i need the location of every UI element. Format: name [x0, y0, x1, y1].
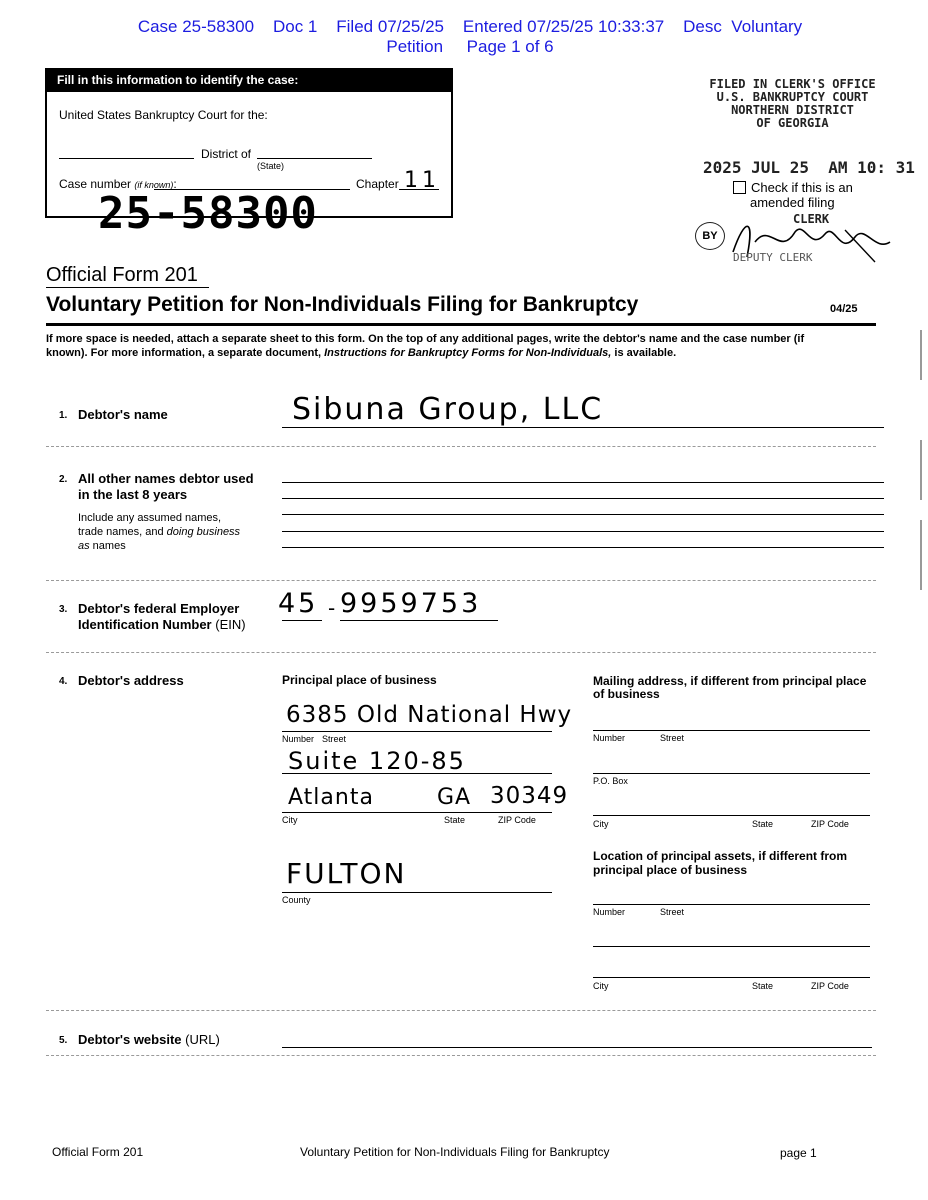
chapter-blank	[399, 189, 439, 190]
mailing-street-label: Street	[660, 733, 685, 743]
other-names-field-3[interactable]	[282, 514, 884, 515]
principal-zip-label: ZIP Code	[498, 815, 536, 825]
amended-filing-label: amended filing	[750, 195, 835, 210]
stamp-line-2: U.S. BANKRUPTCY COURT	[716, 90, 869, 104]
assets-header-line-1: Location of principal assets, if different from	[593, 849, 848, 863]
q2-help-line-2b: doing business	[166, 526, 241, 538]
principal-number-label: Number	[282, 734, 315, 744]
case-identification-header: Fill in this information to identify the case:	[47, 70, 451, 92]
q2-label-line-2: in the last 8 years	[78, 487, 188, 502]
court-label: United States Bankruptcy Court for the:	[59, 108, 268, 122]
principal-city-label: City	[282, 815, 298, 825]
q4-label: Debtor's address	[78, 673, 184, 688]
mailing-number-label: Number	[593, 733, 626, 743]
principal-place-header: Principal place of business	[282, 673, 437, 687]
q2-help-line-2a: trade names, and	[78, 526, 167, 538]
mailing-header	[593, 675, 866, 701]
ein-separator: -	[328, 596, 337, 620]
chapter-value: 11	[404, 168, 440, 193]
assets-header-line-2: principal place of business	[593, 863, 748, 877]
q2-help-line-3b: names	[89, 540, 126, 552]
q3-label-line-1: Debtor's federal Employer	[78, 601, 240, 616]
district-label: District of	[201, 147, 252, 161]
stamp-by-circle: BY	[695, 222, 725, 250]
debtor-name-value: Sibuna Group, LLC	[292, 392, 604, 427]
banner-line-1: Case 25-58300 Doc 1 Filed 07/25/25 Entered 07/25/25 10:33:37 Desc Voluntary	[137, 17, 803, 36]
scan-mark-2	[920, 440, 922, 500]
principal-street2-field[interactable]	[282, 773, 552, 774]
county-field[interactable]	[282, 892, 552, 893]
principal-street-value: 6385 Old National Hwy	[286, 702, 573, 728]
state-blank[interactable]	[257, 158, 372, 159]
mailing-zip-label: ZIP Code	[811, 819, 849, 829]
form-title: Voluntary Petition for Non-Individuals Filing for Bankruptcy	[46, 293, 639, 316]
q2-help-line-3a: as	[78, 540, 90, 552]
q2-help-line-1: Include any assumed names,	[78, 512, 222, 524]
amended-check-label: Check if this is an	[751, 180, 853, 195]
scan-mark-1	[920, 330, 922, 380]
divider-3	[46, 652, 876, 653]
assets-city-field[interactable]	[593, 977, 870, 978]
title-rule	[46, 323, 876, 326]
q5-label-a: Debtor's website	[78, 1032, 182, 1047]
ein-suffix-value: 9959753	[340, 588, 482, 619]
q3-label-line-2a: Identification Number	[78, 617, 212, 632]
q3-label	[78, 601, 246, 633]
mailing-street-field[interactable]	[593, 730, 870, 731]
divider-4	[46, 1010, 876, 1011]
q2-help	[78, 511, 240, 553]
footer-page: page 1	[780, 1146, 817, 1160]
assets-street-label: Street	[660, 907, 685, 917]
q2-label-line-1: All other names debtor used	[78, 471, 254, 486]
scan-mark-3	[920, 520, 922, 590]
q3-number: 3.	[59, 604, 68, 615]
clerk-filed-stamp	[700, 78, 885, 130]
principal-city-field[interactable]	[282, 812, 552, 813]
filing-banner	[90, 17, 850, 57]
footer-title: Voluntary Petition for Non-Individuals Filing for Bankruptcy	[300, 1145, 610, 1159]
other-names-field-4[interactable]	[282, 531, 884, 532]
case-number-label-wrap: Case number (if known):	[59, 177, 177, 191]
principal-suite-value: Suite 120-85	[288, 747, 466, 775]
stamp-deputy-clerk: DEPUTY CLERK	[733, 251, 813, 264]
principal-street-field[interactable]	[282, 731, 552, 732]
divider-1	[46, 446, 876, 447]
q5-number: 5.	[59, 1035, 68, 1046]
stamp-line-3: NORTHERN DISTRICT	[731, 103, 854, 117]
other-names-field-5[interactable]	[282, 547, 884, 548]
q1-number: 1.	[59, 410, 68, 421]
q1-label: Debtor's name	[78, 407, 168, 422]
ein-suffix-field[interactable]	[340, 620, 498, 621]
form-instructions	[46, 332, 836, 360]
form-version: 04/25	[830, 303, 858, 315]
chapter-label: Chapter	[356, 177, 399, 191]
county-value: FULTON	[286, 857, 407, 890]
mailing-header-line-1: Mailing address, if different from principal place	[593, 674, 867, 688]
stamp-line-1: FILED IN CLERK'S OFFICE	[709, 77, 876, 91]
case-number-stamp: 25-58300	[98, 188, 318, 239]
mailing-pobox-field[interactable]	[593, 773, 870, 774]
q5-label	[78, 1032, 220, 1047]
q4-number: 4.	[59, 676, 68, 687]
assets-street-field[interactable]	[593, 904, 870, 905]
stamp-line-4: OF GEORGIA	[756, 116, 829, 130]
amended-checkbox[interactable]	[733, 181, 746, 194]
debtor-name-field[interactable]	[282, 427, 884, 428]
assets-header	[593, 849, 847, 877]
assets-city-label: City	[593, 981, 609, 991]
other-names-field-1[interactable]	[282, 482, 884, 483]
mailing-state-label: State	[752, 819, 774, 829]
stamp-date: 2025 JUL 25 AM 10: 31	[703, 158, 915, 177]
state-caption: (State)	[257, 161, 285, 171]
form-name-underline	[46, 287, 209, 288]
instructions-text-1: If more space is needed, attach a separate sheet to this form. On the top of any additional pages, write the debtor's name and the case number (if known). For more information, a separate document,	[46, 333, 805, 359]
q2-label	[78, 471, 254, 503]
website-field[interactable]	[282, 1047, 872, 1048]
case-number-label: Case number	[59, 177, 132, 191]
other-names-field-2[interactable]	[282, 498, 884, 499]
divider-2	[46, 580, 876, 581]
assets-number-label: Number	[593, 907, 626, 917]
ein-prefix-field[interactable]	[282, 620, 322, 621]
principal-state-label: State	[444, 815, 466, 825]
stamp-clerk: CLERK	[793, 212, 830, 226]
amended-checkbox-row	[733, 180, 853, 210]
assets-zip-label: ZIP Code	[811, 981, 849, 991]
ein-prefix-value: 45	[278, 588, 319, 619]
mailing-city-field[interactable]	[593, 815, 870, 816]
district-blank[interactable]	[59, 158, 194, 159]
instructions-text-2: is available.	[611, 347, 677, 359]
mailing-header-line-2: of business	[593, 687, 660, 701]
county-label: County	[282, 895, 311, 905]
q3-label-line-2b: (EIN)	[211, 617, 246, 632]
instructions-italic: Instructions for Bankruptcy Forms for Non-Individuals,	[324, 347, 612, 359]
mailing-pobox-label: P.O. Box	[593, 776, 628, 786]
q5-label-b: (URL)	[181, 1032, 220, 1047]
principal-zip-value: 30349	[490, 783, 569, 809]
form-name: Official Form 201	[46, 264, 198, 286]
principal-city-value: Atlanta	[288, 785, 374, 810]
banner-line-2: Petition Page 1 of 6	[386, 37, 554, 56]
q2-number: 2.	[59, 474, 68, 485]
divider-5	[46, 1055, 876, 1056]
assets-state-label: State	[752, 981, 774, 991]
principal-state-value: GA	[437, 785, 472, 810]
footer-form-name: Official Form 201	[52, 1145, 144, 1159]
mailing-city-label: City	[593, 819, 609, 829]
principal-street-label: Street	[322, 734, 347, 744]
if-known-label: (if known)	[134, 180, 174, 190]
assets-street2-field[interactable]	[593, 946, 870, 947]
